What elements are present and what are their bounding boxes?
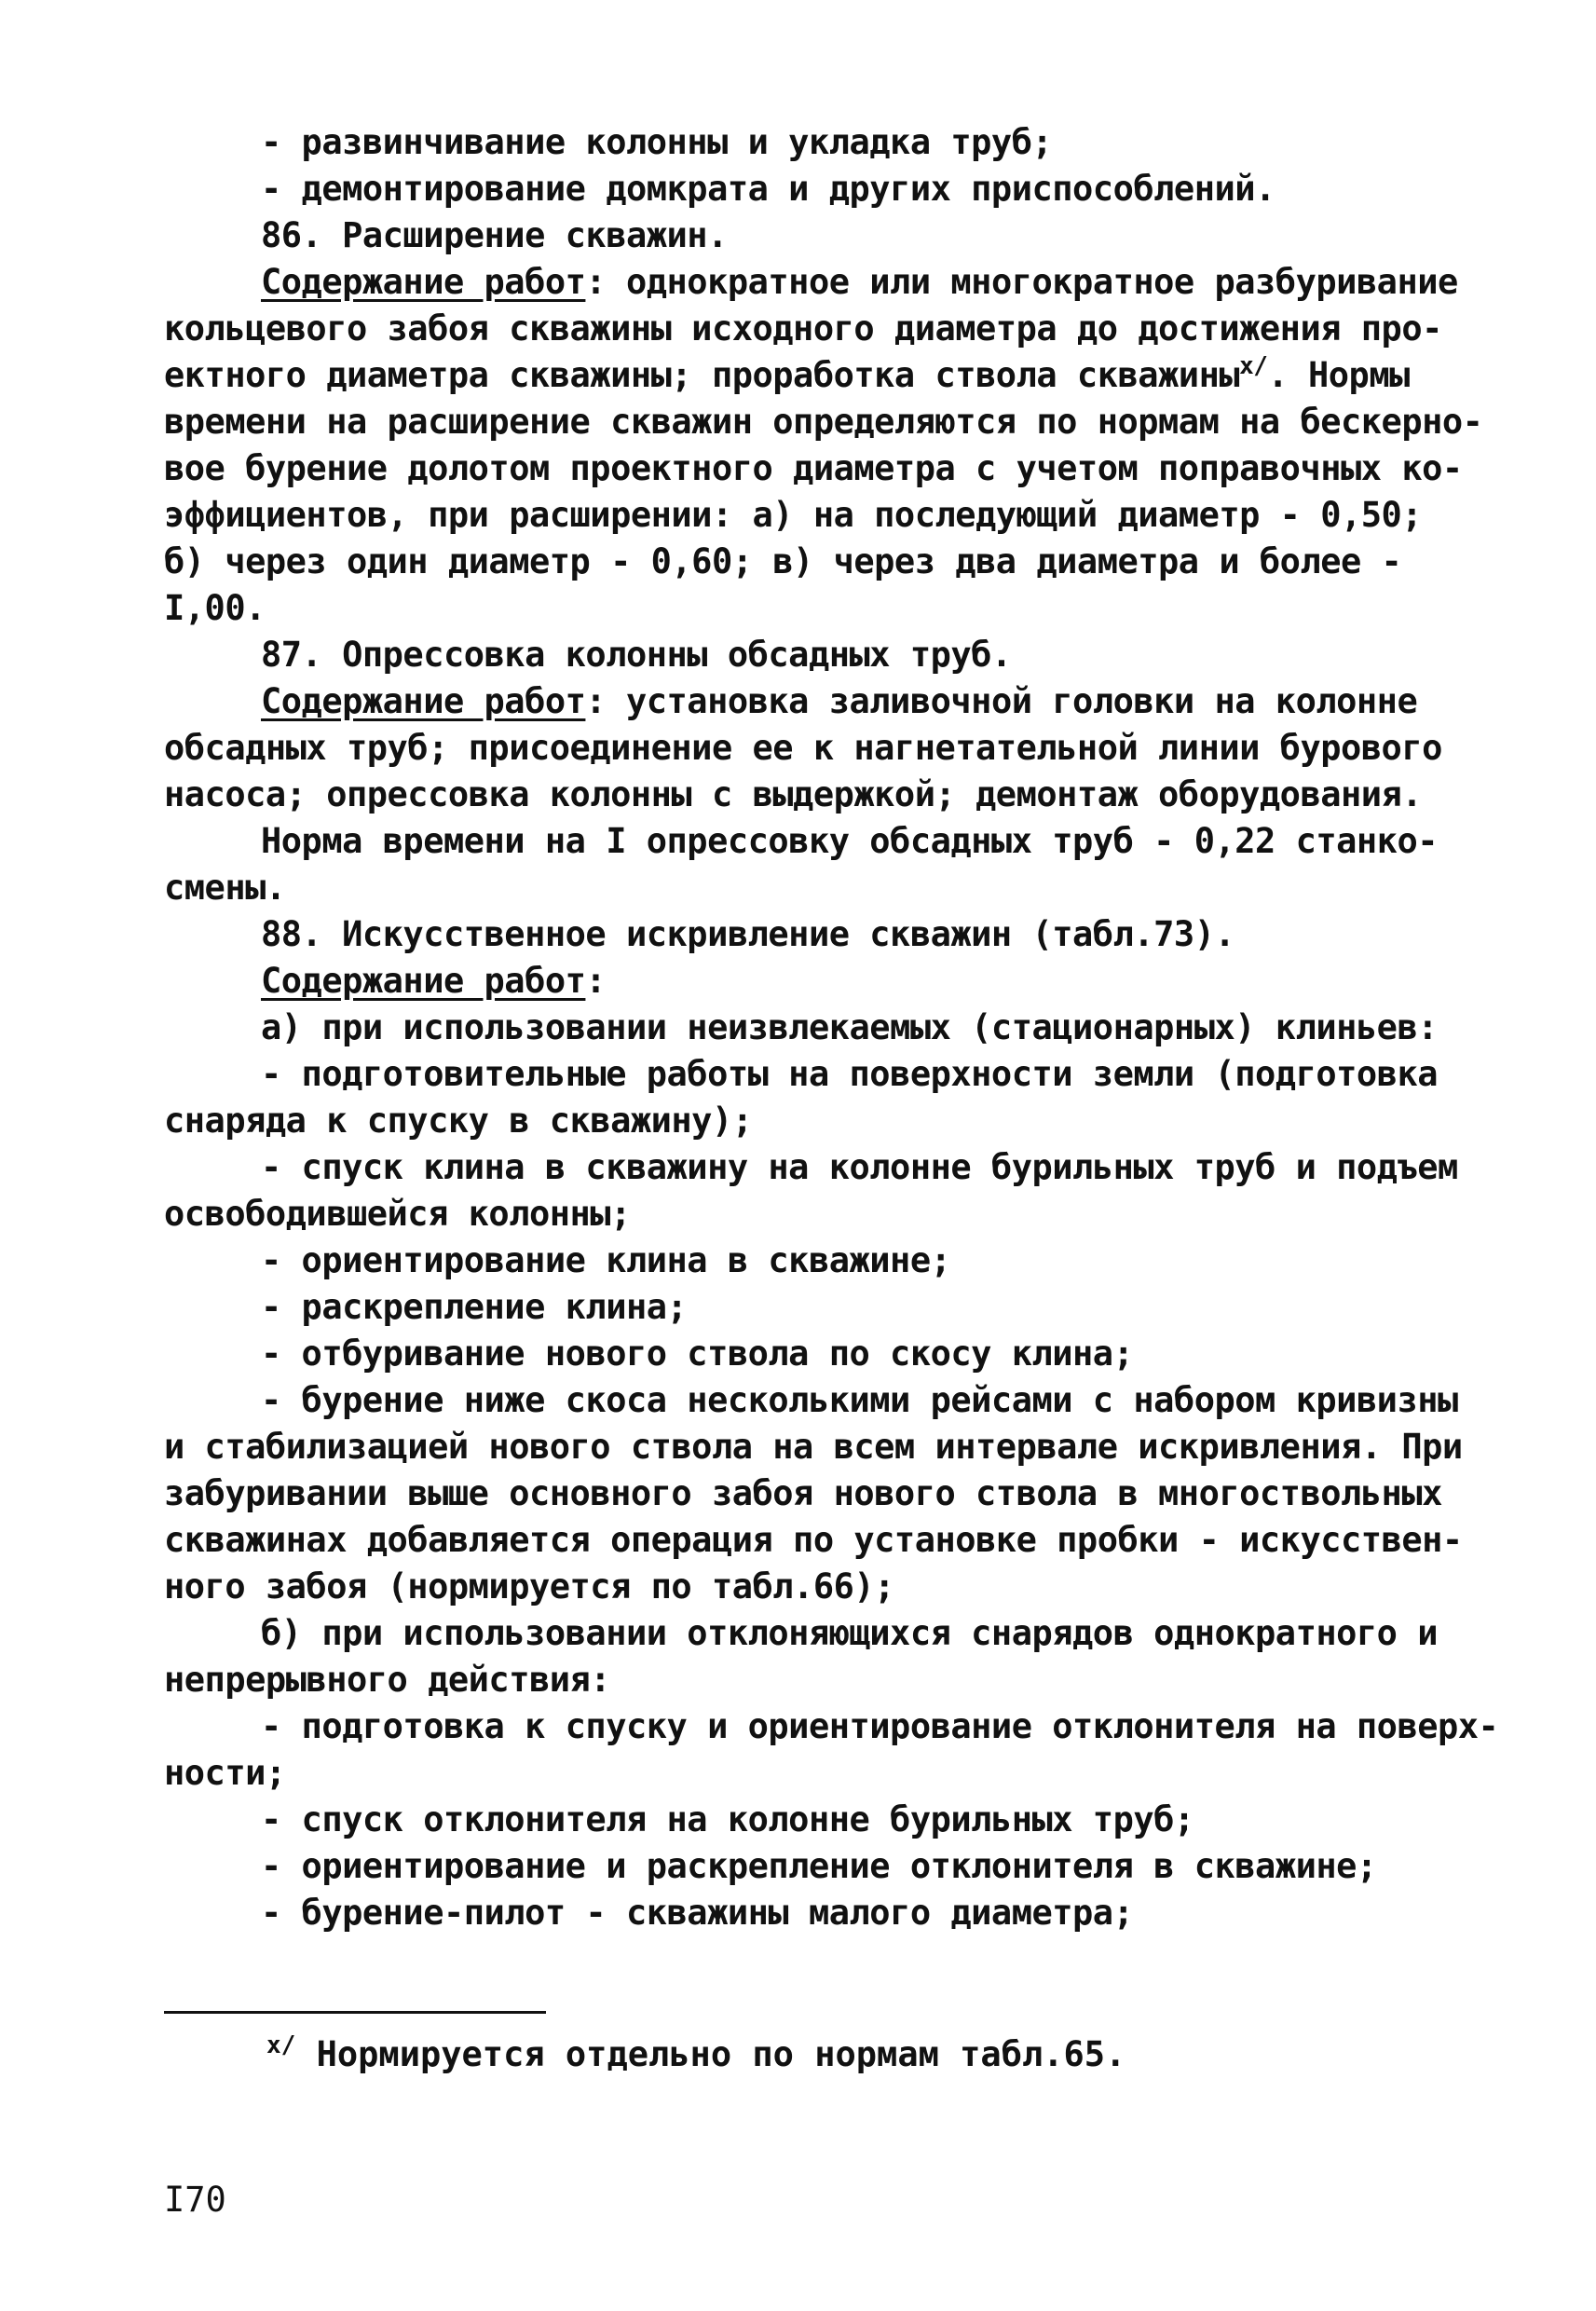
- line-text: ности;: [164, 1753, 286, 1793]
- line-text: а) при использовании неизвлекаемых (стационарных) клиньев:: [261, 1007, 1439, 1047]
- line-text: вое бурение долотом проектного диаметра с учетом поправочных ко-: [164, 448, 1463, 488]
- line-text: : установка заливочной головки на колонне: [585, 681, 1418, 721]
- text-line: [164, 1750, 1468, 1797]
- line-text: - подготовительные работы на поверхности земли (подготовка: [261, 1054, 1439, 1094]
- text-line: [164, 445, 1468, 492]
- text-line: [164, 1424, 1468, 1470]
- line-text: скважинах добавляется операция по установке пробки - искусствен-: [164, 1520, 1463, 1560]
- text-line: [261, 1703, 1565, 1750]
- text-line: [164, 492, 1468, 539]
- line-text: . Нормы: [1267, 355, 1410, 395]
- line-text: - бурение ниже скоса несколькими рейсами с набором кривизны: [261, 1380, 1458, 1420]
- text-line: [261, 1051, 1565, 1098]
- text-line: [164, 539, 1468, 585]
- text-line: [164, 306, 1468, 352]
- line-text: - спуск отклонителя на колонне бурильных труб;: [261, 1799, 1194, 1839]
- heading-text: 86. Расширение скважин.: [261, 215, 728, 255]
- line-text: непрерывного действия:: [164, 1660, 611, 1700]
- line-text: Норма времени на I опрессовку обсадных труб - 0,22 станко-: [261, 821, 1439, 861]
- line-text: обсадных труб; присоединение ее к нагнетательной линии бурового: [164, 728, 1442, 768]
- line-text: и стабилизацией нового ствола на всем интервале искривления. При: [164, 1427, 1463, 1467]
- line-text: : однократное или многократное разбуривание: [585, 262, 1458, 302]
- line-text: б) при использовании отклоняющихся снарядов однократного и: [261, 1613, 1439, 1653]
- text-line: [261, 1890, 1565, 1936]
- text-line: [261, 259, 1565, 306]
- line-text: - ориентирование клина в скважине;: [261, 1240, 951, 1280]
- line-text: - ориентирование и раскрепление отклонителя в скважине;: [261, 1846, 1377, 1886]
- text-line: [261, 1005, 1565, 1051]
- line-text: смены.: [164, 868, 286, 908]
- line-text: - демонтирование домкрата и других приспособлений.: [261, 169, 1275, 209]
- footnote: [266, 2031, 1125, 2078]
- text-line: [164, 1517, 1468, 1564]
- text-line: [261, 1797, 1565, 1843]
- heading-text: 88. Искусственное искривление скважин (табл.73).: [261, 914, 1235, 954]
- text-line: [261, 678, 1565, 725]
- line-text: забуривании выше основного забоя нового ствола в многоствольных: [164, 1473, 1442, 1513]
- page-number: I70: [164, 2180, 226, 2220]
- text-line: [261, 1843, 1565, 1890]
- section-heading-86: [261, 212, 1565, 259]
- text-line: [261, 958, 1565, 1005]
- line-text: I,00.: [164, 588, 266, 628]
- footnote-text: Нормируется отдельно по нормам табл.65.: [295, 2034, 1126, 2074]
- text-line: [261, 1377, 1565, 1424]
- text-line: [164, 725, 1468, 772]
- text-line: [164, 1470, 1468, 1517]
- footnote-mark: x/: [266, 2031, 296, 2059]
- text-line: [164, 585, 1468, 632]
- line-text: снаряда к спуску в скважину);: [164, 1101, 753, 1141]
- text-line: [164, 772, 1468, 818]
- work-content-label: Содержание работ: [261, 681, 586, 721]
- line-text: б) через один диаметр - 0,60; в) через два диаметра и более -: [164, 541, 1402, 581]
- line-text: - подготовка к спуску и ориентирование отклонителя на поверх-: [261, 1706, 1499, 1746]
- text-line: [261, 1331, 1565, 1377]
- line-text: - отбуривание нового ствола по скосу клина;: [261, 1333, 1134, 1374]
- section-heading-87: [261, 632, 1565, 678]
- text-line: [261, 1284, 1565, 1331]
- text-line: [261, 1144, 1565, 1191]
- text-line: [164, 1098, 1468, 1144]
- line-text: насоса; опрессовка колонны с выдержкой; демонтаж оборудования.: [164, 774, 1423, 814]
- line-text: - спуск клина в скважину на колонне бурильных труб и подъем: [261, 1147, 1458, 1187]
- line-text: - раскрепление клина;: [261, 1287, 688, 1327]
- line-text: - бурение-пилот - скважины малого диаметра;: [261, 1893, 1134, 1933]
- heading-text: 87. Опрессовка колонны обсадных труб.: [261, 635, 1012, 675]
- text-line: [261, 166, 1565, 212]
- footnote-mark: x/: [1239, 352, 1268, 380]
- line-text: ного забоя (нормируется по табл.66);: [164, 1566, 894, 1607]
- text-line: [164, 1657, 1468, 1703]
- section-heading-88: [261, 911, 1565, 958]
- line-text: освободившейся колонны;: [164, 1194, 631, 1234]
- line-text: эффициентов, при расширении: а) на последующий диаметр - 0,50;: [164, 495, 1423, 535]
- line-text: ектного диаметра скважины; проработка ствола скважины: [164, 355, 1240, 395]
- text-line: [261, 1238, 1565, 1284]
- text-line: [164, 352, 1468, 399]
- text-line: [261, 1610, 1565, 1657]
- line-text: времени на расширение скважин определяются по нормам на бескерно-: [164, 402, 1483, 442]
- footnote-divider: [164, 2011, 546, 2014]
- text-line: [164, 1564, 1468, 1610]
- line-text: - развинчивание колонны и укладка труб;: [261, 122, 1053, 162]
- text-line: [164, 399, 1483, 445]
- line-text: :: [585, 961, 607, 1001]
- line-text: кольцевого забоя скважины исходного диаметра до достижения про-: [164, 308, 1442, 349]
- text-line: [164, 1191, 1468, 1238]
- work-content-label: Содержание работ: [261, 961, 586, 1001]
- text-line: [164, 865, 1468, 911]
- text-line: [261, 119, 1565, 166]
- text-line: [261, 818, 1565, 865]
- work-content-label: Содержание работ: [261, 262, 586, 302]
